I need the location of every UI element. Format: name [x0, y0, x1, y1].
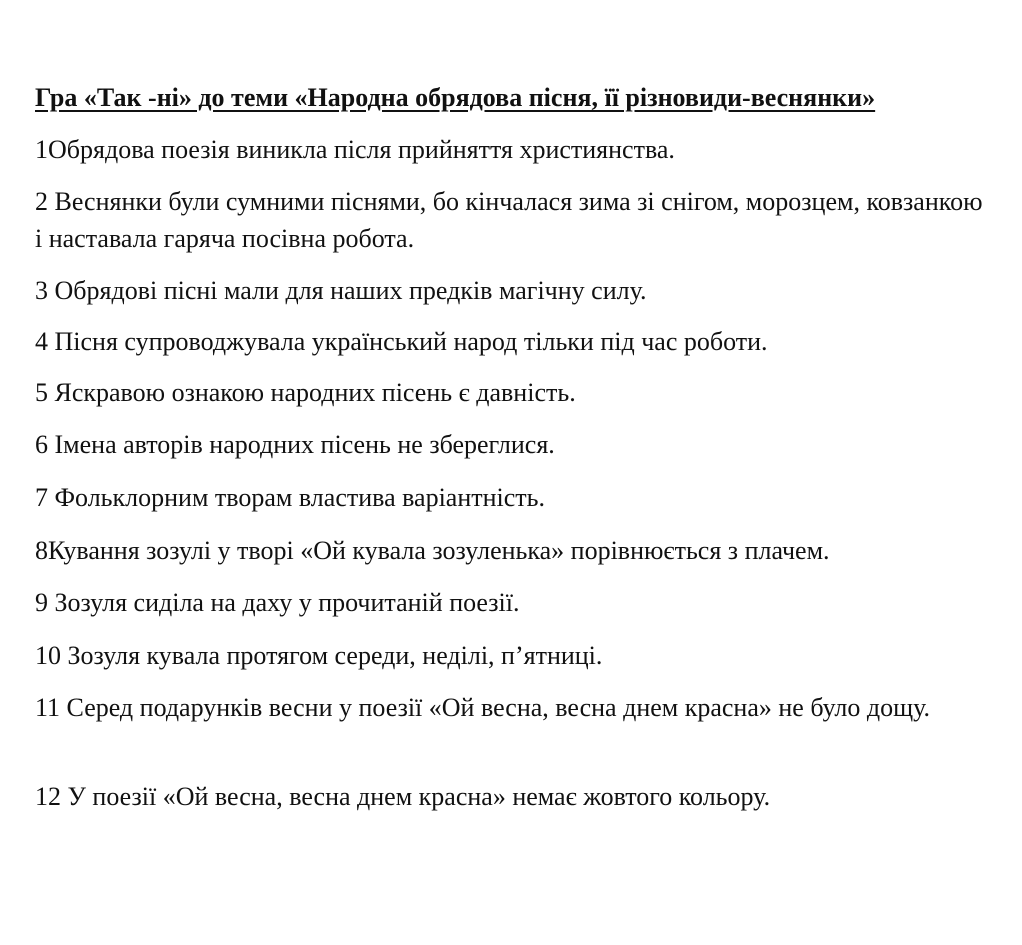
statement-item-9: 9 Зозуля сиділа на даху у прочитаній поезії.: [35, 588, 520, 617]
statement-item-3: 3 Обрядові пісні мали для наших предків магічну силу.: [35, 276, 647, 305]
statement-item-5: 5 Яскравою ознакою народних пісень є давність.: [35, 378, 576, 407]
statement-item-6: 6 Імена авторів народних пісень не збереглися.: [35, 430, 555, 459]
statement-item-4: 4 Пісня супроводжувала український народ тільки під час роботи.: [35, 327, 768, 356]
statement-item-1: 1Обрядова поезія виникла після прийняття християнства.: [35, 135, 675, 164]
statement-item-12: 12 У поезії «Ой весна, весна днем красна» немає жовтого кольору.: [35, 782, 771, 811]
statement-item-11: 11 Серед подарунків весни у поезії «Ой весна, весна днем красна» не було дощу.: [35, 693, 931, 722]
statement-item-8: 8Кування зозулі у творі «Ой кувала зозуленька» порівнюється з плачем.: [35, 536, 830, 565]
statement-item-10: 10 Зозуля кувала протягом середи, неділі, п’ятниці.: [35, 641, 603, 670]
statement-item-7: 7 Фольклорним творам властива варіантність.: [35, 483, 546, 512]
document-title: Гра «Так -ні» до теми «Народна обрядова пісня, її різновиди-веснянки»: [35, 83, 876, 112]
statement-item-2: 2 Веснянки були сумними піснями, бо кінчалася зима зі снігом, морозцем, ковзанкою і наставала гаряча посівна робота.: [35, 187, 983, 253]
